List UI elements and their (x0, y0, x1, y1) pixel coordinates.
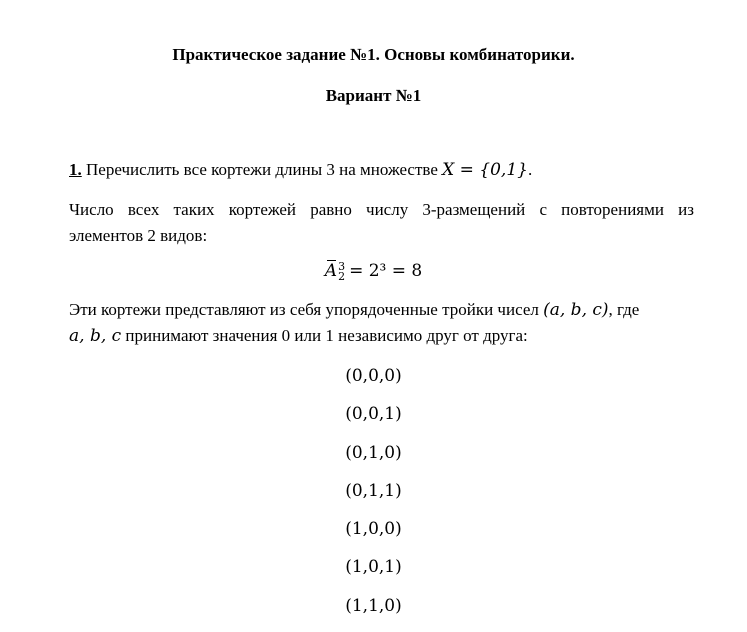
word: Число (69, 200, 114, 219)
tuple-item: (0,0,0) (345, 366, 402, 386)
tuple-list (0, 364, 747, 632)
formula-sup: 3 (338, 259, 346, 273)
formula-indices (338, 259, 346, 283)
tuple-variables: (a, b, c) (543, 300, 609, 320)
paragraph-count-line2: элементов 2 видов: (69, 226, 208, 245)
word: равно (310, 200, 352, 219)
tuple-item: (0,1,0) (345, 442, 402, 463)
set-expression: X = {0,1} (442, 160, 528, 180)
word: повторениями (561, 200, 664, 219)
paragraph-tuples-line1-text: Эти кортежи представляют из себя упорядоченные тройки чисел (69, 300, 539, 319)
tuple-item: (1,0,1) (345, 557, 402, 578)
variant-heading: Вариант №1 (325, 86, 422, 105)
tuple-item: (0,1,1) (345, 480, 402, 501)
paragraph-tuples-line2 (69, 323, 694, 349)
document-title: Практическое задание №1. Основы комбинаторики. (172, 45, 575, 64)
word: 3-размещений (422, 200, 526, 219)
word: с (539, 200, 547, 219)
paragraph-count-line1 (69, 197, 694, 223)
paragraph-tuples-line1-end: , где (608, 300, 640, 319)
word: таких (173, 200, 215, 219)
formula-rhs: = 2³ = 8 (349, 261, 423, 281)
word: из (678, 200, 694, 219)
formula-symbol: A (324, 261, 338, 281)
paragraph-tuples-line2-text: принимают значения 0 или 1 независимо друг от друга: (125, 326, 528, 345)
word: кортежей (228, 200, 297, 219)
task-statement (69, 159, 532, 181)
word: всех (127, 200, 160, 219)
task-text: Перечислить все кортежи длины 3 на множестве (86, 160, 438, 179)
paragraph-count (69, 197, 694, 249)
task-end: . (527, 160, 533, 179)
paragraph-tuples-line1 (69, 297, 694, 323)
arrangements-formula (0, 259, 747, 283)
paragraph-tuples (69, 297, 694, 349)
formula-sub: 2 (338, 269, 346, 283)
variables-list: a, b, c (69, 326, 122, 346)
word: числу (366, 200, 409, 219)
task-number: 1. (69, 160, 82, 179)
tuple-item: (1,0,0) (345, 519, 402, 540)
tuple-item: (0,0,1) (345, 404, 402, 425)
tuple-item: (1,1,0) (345, 595, 402, 616)
